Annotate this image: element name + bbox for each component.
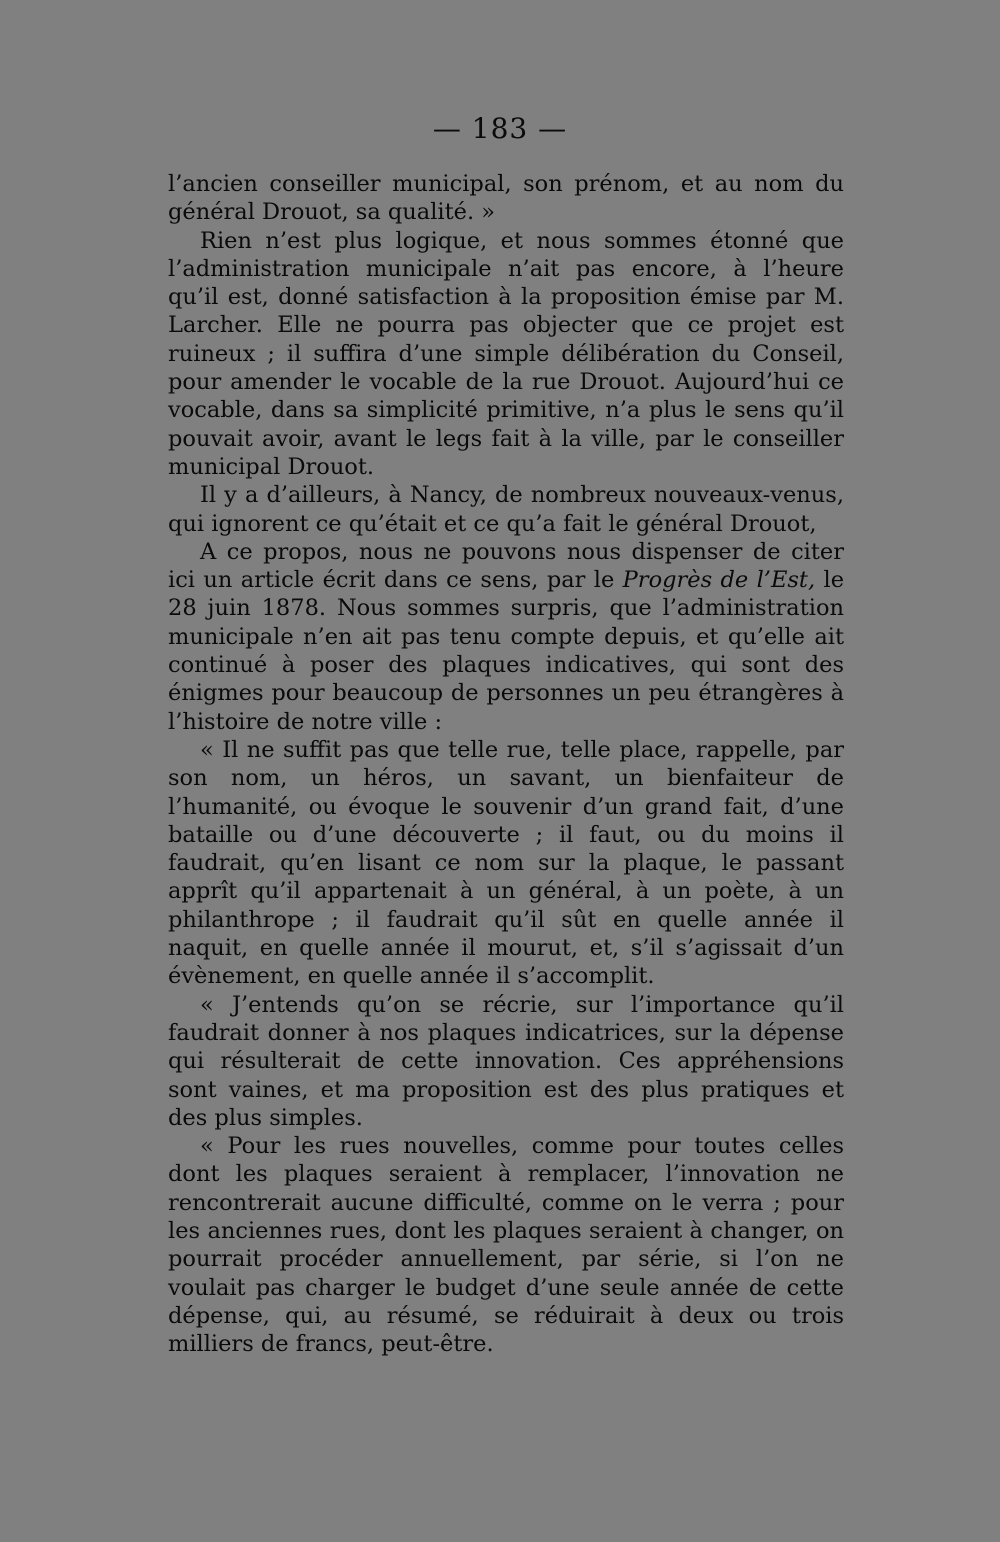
newspaper-title: Progrès de l’Est, — [622, 567, 816, 594]
page-number: — 183 — — [432, 112, 568, 145]
quoted-paragraph: « Il ne suffit pas que telle rue, telle place, rappelle, par son nom, un héros, un savant, un bienfaiteur de l’humanité, ou évoque le souvenir d’un grand fait, d’une bataille ou d’une découverte ; il faut, ou du moins il faudrait, qu’en lisant ce nom sur la plaque, le passant apprît qu’il appartenait à un général, à un poète, à un philanthrope ; il faudrait qu’il sût en quelle année il naquit, en quelle année il mourut, et, s’il s’agissait d’un évènement, en quelle année il s’accomplit. — [168, 736, 844, 990]
quoted-paragraph: « Pour les rues nouvelles, comme pour toutes celles dont les plaques seraient à remplacer, l’innovation ne rencontrerait aucune difficulté, comme on le verra ; pour les anciennes rues, dont les plaques seraient à changer, on pourrait procéder annuellement, par série, si l’on ne voulait pas charger le budget d’une seule année de cette dépense, qui, au résumé, se réduirait à deux ou trois milliers de francs, peut-être. — [168, 1133, 844, 1358]
paragraph-continuation: l’ancien conseiller municipal, son prénom, et au nom du général Drouot, sa qualité. » — [168, 171, 844, 226]
paragraph: Il y a d’ailleurs, à Nancy, de nombreux nouveaux-venus, qui ignorent ce qu’était et ce qu’a fait le général Drouot, — [168, 482, 844, 537]
paragraph — [168, 538, 844, 736]
paragraph-text: A ce propos, nous ne pouvons nous dispenser de citer ici un article écrit dans ce sens, par le — [168, 538, 844, 594]
quoted-paragraph: « J’entends qu’on se récrie, sur l’importance qu’il faudrait donner à nos plaques indicatrices, sur la dépense qui résulterait de cette innovation. Ces appréhensions sont vaines, et ma proposition est des plus pratiques et des plus simples. — [168, 991, 844, 1131]
body-text — [168, 170, 844, 1358]
paragraph-text: le 28 juin 1878. Nous sommes surpris, que l’administration municipale n’en ait pas tenu compte depuis, et qu’elle ait continué à poser des plaques indicatives, qui sont des énigmes pour beaucoup de personnes un peu étrangères à l’histoire de notre ville : — [168, 567, 845, 735]
paragraph: Rien n’est plus logique, et nous sommes étonné que l’administration municipale n’ait pas encore, à l’heure qu’il est, donné satisfaction à la proposition émise par M. Larcher. Elle ne pourra pas objecter que ce projet est ruineux ; il suffira d’une simple délibération du Conseil, pour amender le vocable de la rue Drouot. Aujourd’hui ce vocable, dans sa simplicité primitive, n’a plus le sens qu’il pouvait avoir, avant le legs fait à la ville, par le conseiller municipal Drouot. — [168, 227, 844, 480]
